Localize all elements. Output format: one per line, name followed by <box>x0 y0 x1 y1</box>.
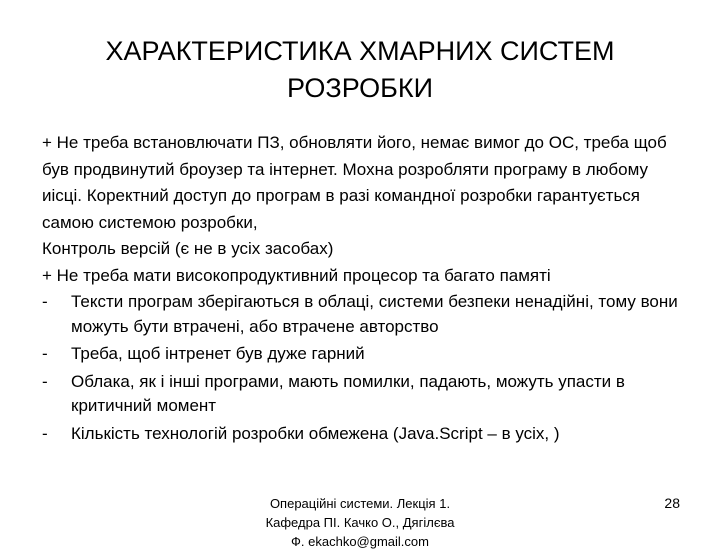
paragraph-advantages-hardware: + Не треба мати високопродуктивний процесор та багато памяті <box>42 265 551 285</box>
dash-marker: - <box>42 292 48 311</box>
footer-line3: Ф. ekachko@gmail.com <box>291 534 429 549</box>
slide-footer <box>0 494 720 549</box>
dash-marker: - <box>42 423 48 443</box>
list-item <box>42 290 692 339</box>
list-item-text: Кількість технологій розробки обмежена (Java.Script – в усіх, ) <box>71 423 560 443</box>
list-item <box>42 422 692 447</box>
slide-title-line2: РОЗРОБКИ <box>287 73 433 103</box>
footer-line2: Кафедра ПІ. Качко О., Дягілєва <box>265 515 455 530</box>
slide-body <box>42 130 692 446</box>
paragraph-advantages-software: + Не треба встановлючати ПЗ, обновляти його, немає вимог до ОС, треба щоб був продвинутий броузер та інтернет. Мохна розробляти програму в любому иісці. Коректний доступ до програм в разі командної розробки гарантується самою системою розробки, <box>42 133 667 232</box>
list-item-text: Тексти програм зберігаються в облаці, системи безпеки ненадійні, тому вони можуть бути втрачені, або втрачене авторство <box>71 292 678 336</box>
dash-marker: - <box>42 371 48 391</box>
dash-marker: - <box>42 344 48 363</box>
list-item-text: Облака, як і інші програми, мають помилки, падають, можуть упасти в критичний момент <box>71 371 625 415</box>
paragraph-version-control: Контроль версій (є не в усіх засобах) <box>42 239 334 258</box>
slide-title-line1: ХАРАКТЕРИСТИКА ХМАРНИХ СИСТЕМ <box>105 36 615 66</box>
slide-title <box>40 33 680 107</box>
footer-caption <box>220 494 500 551</box>
footer-line1: Операційні системи. Лекція 1. <box>269 496 451 511</box>
list-item <box>42 370 692 419</box>
list-item-text: Треба, щоб інтренет був дуже гарний <box>71 344 365 363</box>
list-item <box>42 342 692 367</box>
page-number: 28 <box>664 495 680 511</box>
